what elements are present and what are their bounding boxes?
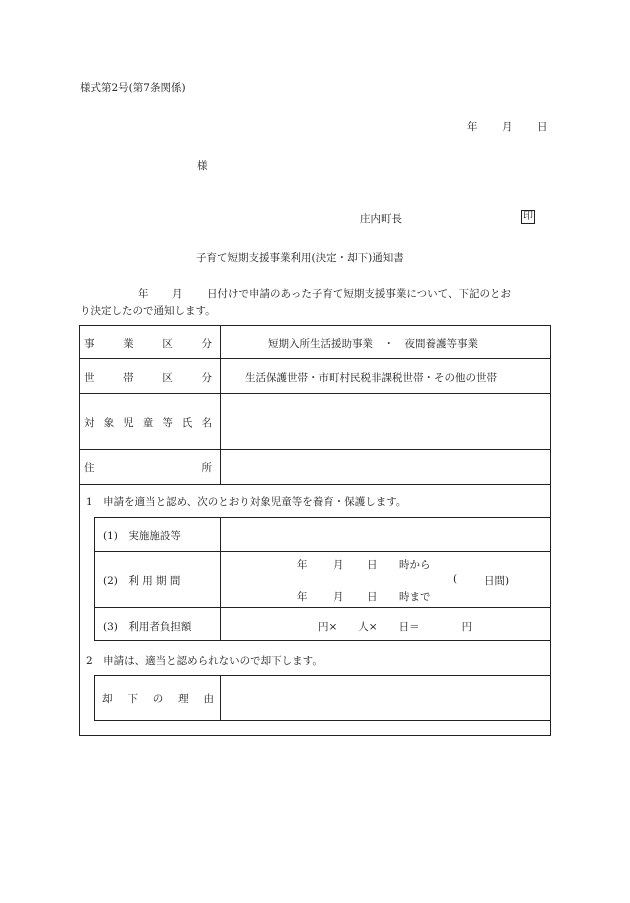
period-days-open: (	[453, 573, 458, 585]
section1-text: 1 申請を適当と認め、次のとおり対象児童等を養育・保護します。	[86, 496, 407, 508]
period-label: (2) 利 用 期 間	[103, 575, 181, 587]
period-to-month: 月	[333, 591, 344, 603]
issuer: 庄内町長	[360, 213, 402, 225]
period-to-day: 日	[367, 591, 378, 603]
period-to-suffix: 時まで	[399, 591, 431, 603]
period-to-year: 年	[297, 591, 308, 603]
facility-label: (1) 実施施設等	[103, 530, 181, 542]
date-month: 月	[502, 121, 513, 133]
household-value: 生活保護世帯・市町村民税非課税世帯・その他の世帯	[245, 372, 497, 384]
period-from-year: 年	[297, 559, 308, 571]
address-field[interactable]	[230, 456, 540, 478]
child-name-field[interactable]	[230, 410, 540, 440]
intro-line2: り決定したので通知します。	[80, 305, 216, 317]
date-day: 日	[537, 121, 548, 133]
seal-mark: 印	[523, 211, 533, 222]
period-days-close: 日間)	[484, 575, 510, 587]
addressee-suffix: 様	[197, 160, 208, 172]
intro-month: 月	[172, 288, 183, 300]
period-from-suffix: 時から	[399, 559, 431, 571]
section2-text: 2 申請は、適当と認められないので却下します。	[86, 655, 323, 667]
document-title: 子育て短期支援事業利用(決定・却下)通知書	[196, 252, 404, 264]
period-from-month: 月	[333, 559, 344, 571]
form-number: 様式第2号(第7条関係)	[80, 82, 186, 94]
business-type-value: 短期入所生活援助事業 ・ 夜間養護等事業	[268, 338, 478, 350]
child-name-label: 対 象 児 童 等 氏 名	[84, 417, 212, 429]
period-from-day: 日	[367, 559, 378, 571]
cost-formula: 円× 人× 日＝ 円	[318, 621, 473, 633]
cost-label: (3) 利用者負担額	[103, 621, 192, 633]
intro-year: 年	[138, 288, 149, 300]
reason-field[interactable]	[230, 682, 540, 714]
facility-field[interactable]	[230, 524, 540, 546]
household-label: 世 帯 区 分	[84, 372, 212, 384]
intro-line1: 日付けで申請のあった子育て短期支援事業について、下記のとお	[207, 288, 511, 300]
business-type-label: 事 業 区 分	[84, 338, 212, 350]
address-label: 住 所	[84, 462, 212, 474]
reason-label: 却 下 の 理 由	[102, 693, 214, 705]
date-year: 年	[467, 121, 478, 133]
